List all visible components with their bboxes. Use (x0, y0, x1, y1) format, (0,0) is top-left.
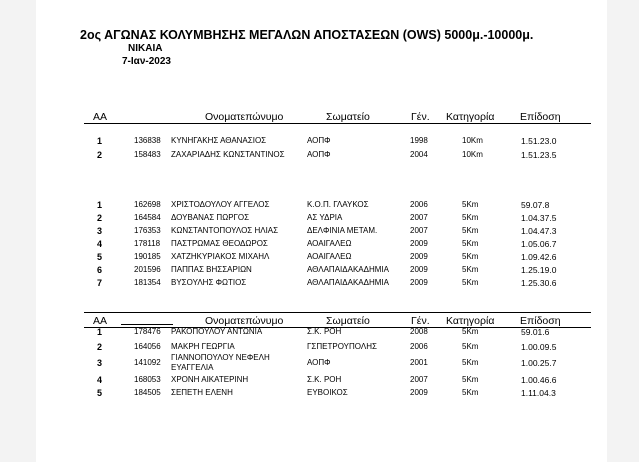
row-birth-year: 2009 (410, 265, 428, 274)
row-club: ΑΟΑΙΓΑΛΕΩ (307, 239, 352, 248)
row-category: 5Km (462, 375, 479, 384)
row-birth-year: 2009 (410, 388, 428, 397)
row-club: ΑΘΛΑΠΑΙΔΑΚΑΔΗΜΙΑ (307, 265, 389, 274)
row-birth-year: 2001 (410, 358, 428, 367)
row-birth-year: 2007 (410, 375, 428, 384)
row-performance: 1.04.47.3 (521, 226, 557, 236)
row-category: 10Km (462, 136, 483, 145)
row-performance: 1.11.04.3 (521, 388, 556, 398)
row-category: 5Km (462, 278, 479, 287)
row-club: ΑΟΠΦ (307, 358, 331, 367)
row-athlete-name: ΠΑΠΠΑΣ ΒΗΣΣΑΡΙΩΝ (171, 265, 252, 274)
row-club: Σ.Κ. ΡΟΗ (307, 375, 342, 384)
row-performance: 1.00.25.7 (521, 358, 557, 368)
row-rank: 4 (97, 375, 103, 385)
row-athlete-name: ΧΑΤΖΗΚΥΡΙΑΚΟΣ ΜΙΧΑΗΛ (171, 252, 270, 261)
col-header-aa: ΑΑ (93, 315, 108, 327)
row-rank: 1 (97, 327, 103, 337)
col-header-year: Γέν. (411, 111, 430, 123)
row-performance: 1.51.23.5 (521, 150, 557, 160)
row-category: 5Km (462, 388, 479, 397)
col-header-performance: Επίδοση (520, 315, 561, 327)
row-athlete-id: 164056 (134, 342, 161, 351)
row-athlete-name: ΜΑΚΡΗ ΓΕΩΡΓΙΑ (171, 342, 235, 351)
row-category: 5Km (462, 200, 479, 209)
id-column-underline (121, 324, 173, 325)
row-category: 5Km (462, 358, 479, 367)
row-athlete-id: 164584 (134, 213, 161, 222)
row-club: ΑΘΛΑΠΑΙΔΑΚΑΔΗΜΙΑ (307, 278, 389, 287)
col-header-year: Γέν. (411, 315, 430, 327)
row-rank: 4 (97, 239, 103, 249)
row-birth-year: 2006 (410, 342, 428, 351)
row-athlete-id: 136838 (134, 136, 161, 145)
row-athlete-name: ΚΩΝΣΤΑΝΤΟΠΟΥΛΟΣ ΗΛΙΑΣ (171, 226, 279, 235)
col-header-club: Σωματείο (326, 111, 370, 123)
row-birth-year: 2006 (410, 200, 428, 209)
row-performance: 1.00.09.5 (521, 342, 557, 352)
row-athlete-id: 141092 (134, 358, 161, 367)
row-rank: 1 (97, 200, 103, 210)
row-category: 5Km (462, 213, 479, 222)
row-birth-year: 2007 (410, 213, 428, 222)
row-athlete-id: 190185 (134, 252, 161, 261)
row-club: Σ.Κ. ΡΟΗ (307, 327, 342, 336)
row-club: Κ.Ο.Π. ΓΛΑΥΚΟΣ (307, 200, 369, 209)
row-athlete-name: ΠΑΣΤΡΩΜΑΣ ΘΕΟΔΩΡΟΣ (171, 239, 268, 248)
row-athlete-name: ΔΟΥΒΑΝΑΣ ΠΩΡΓΟΣ (171, 213, 250, 222)
col-header-performance: Επίδοση (520, 111, 561, 123)
row-performance: 59.01.6 (521, 327, 550, 337)
row-club: ΑΟΠΦ (307, 136, 331, 145)
col-header-aa: ΑΑ (93, 111, 108, 123)
venue-label: ΝΙΚΑΙΑ (128, 43, 163, 54)
row-athlete-name: ΧΡΙΣΤΟΔΟΥΛΟΥ ΑΓΓΕΛΟΣ (171, 200, 270, 209)
row-birth-year: 2007 (410, 226, 428, 235)
date-label: 7-Ιαν-2023 (122, 56, 171, 67)
row-birth-year: 2009 (410, 278, 428, 287)
col-header-name: Ονοματεπώνυμο (205, 111, 284, 123)
row-club: ΑΟΑΙΓΑΛΕΩ (307, 252, 352, 261)
row-performance: 1.09.42.6 (521, 252, 557, 262)
row-category: 5Km (462, 252, 479, 261)
row-performance: 1.25.19.0 (521, 265, 557, 275)
row-category: 5Km (462, 226, 479, 235)
col-header-category: Κατηγορία (446, 111, 495, 123)
row-athlete-name: ΒΥΣΟΥΛΗΣ ΦΩΤΙΟΣ (171, 278, 247, 287)
row-athlete-id: 181354 (134, 278, 161, 287)
row-performance: 1.25.30.6 (521, 278, 557, 288)
row-club: ΓΣΠΕΤΡΟΥΠΟΛΗΣ (307, 342, 377, 351)
row-athlete-name: ΚΥΝΗΓΑΚΗΣ ΑΘΑΝΑΣΙΟΣ (171, 136, 267, 145)
row-rank: 2 (97, 213, 103, 223)
row-club: ΑΣ ΥΔΡΙΑ (307, 213, 343, 222)
document-title: 2ος ΑΓΩΝΑΣ ΚΟΛΥΜΒΗΣΗΣ ΜΕΓΑΛΩΝ ΑΠΟΣΤΑΣΕΩΝ (OWS) 5000μ.-10000μ. (80, 28, 534, 42)
row-birth-year: 2009 (410, 239, 428, 248)
row-performance: 1.00.46.6 (521, 375, 557, 385)
row-athlete-id: 201596 (134, 265, 161, 274)
page-margin-right (607, 0, 639, 462)
row-category: 10Km (462, 150, 483, 159)
row-athlete-id: 178476 (134, 327, 161, 336)
col-header-category: Κατηγορία (446, 315, 495, 327)
row-rank: 2 (97, 150, 103, 160)
header-divider-top (84, 312, 591, 313)
row-rank: 7 (97, 278, 103, 288)
row-rank: 5 (97, 252, 103, 262)
header-divider (84, 123, 591, 124)
row-birth-year: 2008 (410, 327, 428, 336)
row-athlete-id: 168053 (134, 375, 161, 384)
row-athlete-id: 176353 (134, 226, 161, 235)
row-performance: 1.05.06.7 (521, 239, 557, 249)
row-category: 5Km (462, 239, 479, 248)
row-athlete-name: ΖΑΧΑΡΙΑΔΗΣ ΚΩΝΣΤΑΝΤΙΝΟΣ (171, 150, 285, 159)
row-rank: 2 (97, 342, 103, 352)
row-athlete-id: 184505 (134, 388, 161, 397)
row-rank: 3 (97, 358, 103, 368)
row-rank: 3 (97, 226, 103, 236)
row-category: 5Km (462, 342, 479, 351)
row-rank: 5 (97, 388, 103, 398)
row-club: ΔΕΛΦΙΝΙΑ ΜΕΤΑΜ. (307, 226, 378, 235)
row-performance: 59.07.8 (521, 200, 550, 210)
row-athlete-name: ΡΑΚΟΠΟΥΛΟΥ ΑΝΤΩΝΙΑ (171, 327, 263, 336)
row-club: ΕΥΒΟΙΚΟΣ (307, 388, 348, 397)
row-birth-year: 2009 (410, 252, 428, 261)
row-athlete-id: 162698 (134, 200, 161, 209)
row-category: 5Km (462, 265, 479, 274)
row-performance: 1.04.37.5 (521, 213, 557, 223)
row-birth-year: 1998 (410, 136, 428, 145)
row-category: 5Km (462, 327, 479, 336)
row-performance: 1.51.23.0 (521, 136, 557, 146)
row-athlete-name: ΧΡΟΝΗ ΑΙΚΑΤΕΡΙΝΗ (171, 375, 249, 384)
row-rank: 1 (97, 136, 103, 146)
col-header-name: Ονοματεπώνυμο (205, 315, 284, 327)
row-athlete-name: ΓΙΑΝΝΟΠΟΥΛΟΥ ΝΕΦΕΛΗ ΕΥΑΓΓΕΛΙΑ (171, 353, 270, 372)
row-athlete-id: 178118 (134, 239, 161, 248)
col-header-club: Σωματείο (326, 315, 370, 327)
row-rank: 6 (97, 265, 103, 275)
row-club: ΑΟΠΦ (307, 150, 331, 159)
row-athlete-id: 158483 (134, 150, 161, 159)
row-athlete-name: ΣΕΠΕΤΗ ΕΛΕΝΗ (171, 388, 233, 397)
row-birth-year: 2004 (410, 150, 428, 159)
page-margin-left (0, 0, 36, 462)
